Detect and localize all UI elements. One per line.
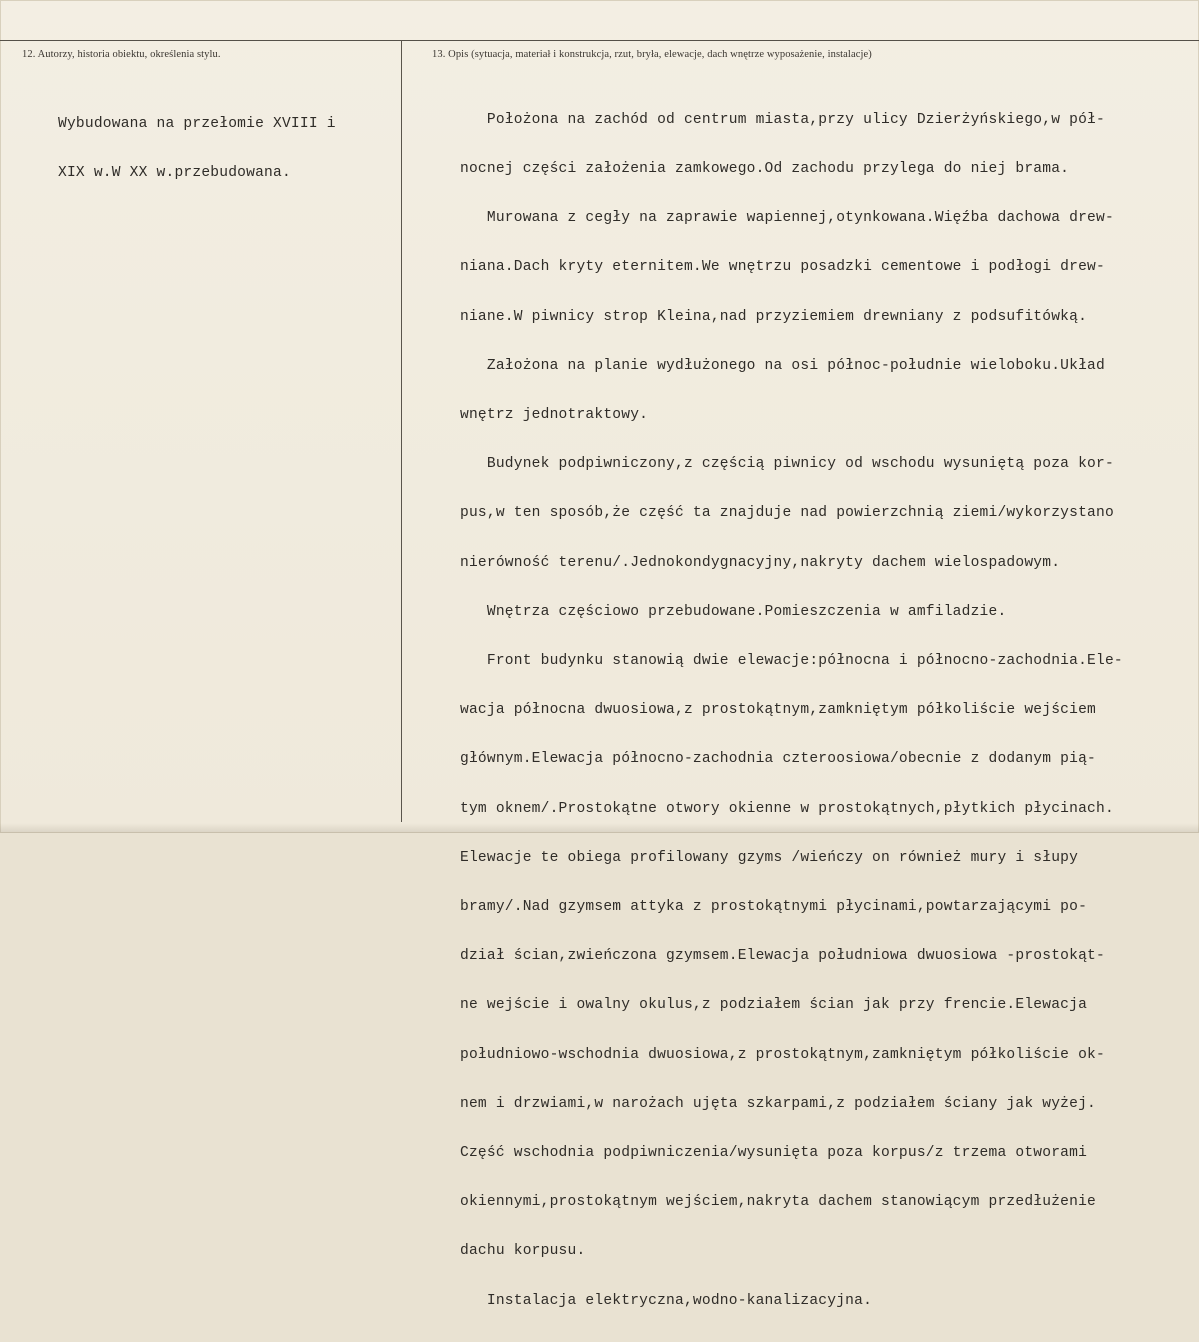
text-line: Budynek podpiwniczony,z częścią piwnicy od wschodu wysuniętą poza kor- — [460, 456, 1114, 473]
text-line: Murowana z cegły na zaprawie wapiennej,otynkowana.Więźba dachowa drew- — [460, 210, 1114, 227]
section-12-heading: 12. Autorzy, historia obiektu, określenia stylu. — [22, 49, 221, 60]
text-line: pus,w ten sposób,że część ta znajduje nad powierzchnią ziemi/wykorzystano — [460, 505, 1114, 522]
text-line: ne wejście i owalny okulus,z podziałem ścian jak przy frencie.Elewacja — [460, 997, 1088, 1014]
text-line: bramy/.Nad gzymsem attyka z prostokątnymi płycinami,powtarzającymi po- — [460, 899, 1088, 916]
text-line: Część wschodnia podpiwniczenia/wysunięta poza korpus/z trzema otworami — [460, 1145, 1088, 1162]
text-line: nierówność terenu/.Jednokondygnacyjny,nakryty dachem wielospadowym. — [460, 554, 1061, 571]
top-rule — [0, 40, 1199, 41]
text-line: dział ścian,zwieńczona gzymsem.Elewacja południowa dwuosiowa -prostokąt- — [460, 948, 1105, 965]
text-line: okiennymi,prostokątnym wejściem,nakryta dachem stanowiącym przedłużenie — [460, 1194, 1096, 1211]
text-line: XIX w.W XX w.przebudowana. — [58, 165, 291, 182]
text-line: Założona na planie wydłużonego na osi północ-południe wieloboku.Układ — [460, 357, 1105, 374]
text-line: Front budynku stanowią dwie elewacje:północna i północno-zachodnia.Ele- — [460, 653, 1123, 670]
text-line: Wybudowana na przełomie XVIII i — [58, 115, 336, 132]
section-12-text — [58, 83, 336, 214]
column-divider — [401, 40, 402, 822]
text-line: niana.Dach kryty eternitem.We wnętrzu posadzki cementowe i podłogi drew- — [460, 259, 1105, 276]
text-line: tym oknem/.Prostokątne otwory okienne w prostokątnych,płytkich płycinach. — [460, 800, 1114, 817]
bottom-edge-shade — [0, 823, 1199, 833]
text-line: Położona na zachód od centrum miasta,przy ulicy Dzierżyńskiego,w pół- — [460, 111, 1105, 128]
text-line: Elewacje te obiega profilowany gzyms /wieńczy on również mury i słupy — [460, 849, 1079, 866]
text-line: nocnej części założenia zamkowego.Od zachodu przylega do niej brama. — [460, 161, 1070, 178]
text-line: wnętrz jednotraktowy. — [460, 407, 649, 424]
text-line: południowo-wschodnia dwuosiowa,z prostokątnym,zamkniętym półkoliście ok- — [460, 1046, 1105, 1063]
section-13-text — [460, 79, 1123, 1342]
text-line: dachu korpusu. — [460, 1243, 586, 1260]
text-line: wacja północna dwuosiowa,z prostokątnym,zamkniętym półkoliście wejściem — [460, 702, 1096, 719]
text-line: nem i drzwiami,w narożach ujęta szkarpami,z podziałem ściany jak wyżej. — [460, 1095, 1096, 1112]
text-line: głównym.Elewacja północno-zachodnia czteroosiowa/obecnie z dodanym pią- — [460, 751, 1096, 768]
section-13-heading: 13. Opis (sytuacja, materiał i konstrukcja, rzut, bryła, elewacje, dach wnętrze wyposażenie, instalacje) — [432, 49, 872, 60]
text-line: Wnętrza częściowo przebudowane.Pomieszczenia w amfiladzie. — [460, 603, 1007, 620]
text-line: niane.W piwnicy strop Kleina,nad przyziemiem drewniany z podsufitówką. — [460, 308, 1088, 325]
text-line: Instalacja elektryczna,wodno-kanalizacyjna. — [460, 1292, 873, 1309]
